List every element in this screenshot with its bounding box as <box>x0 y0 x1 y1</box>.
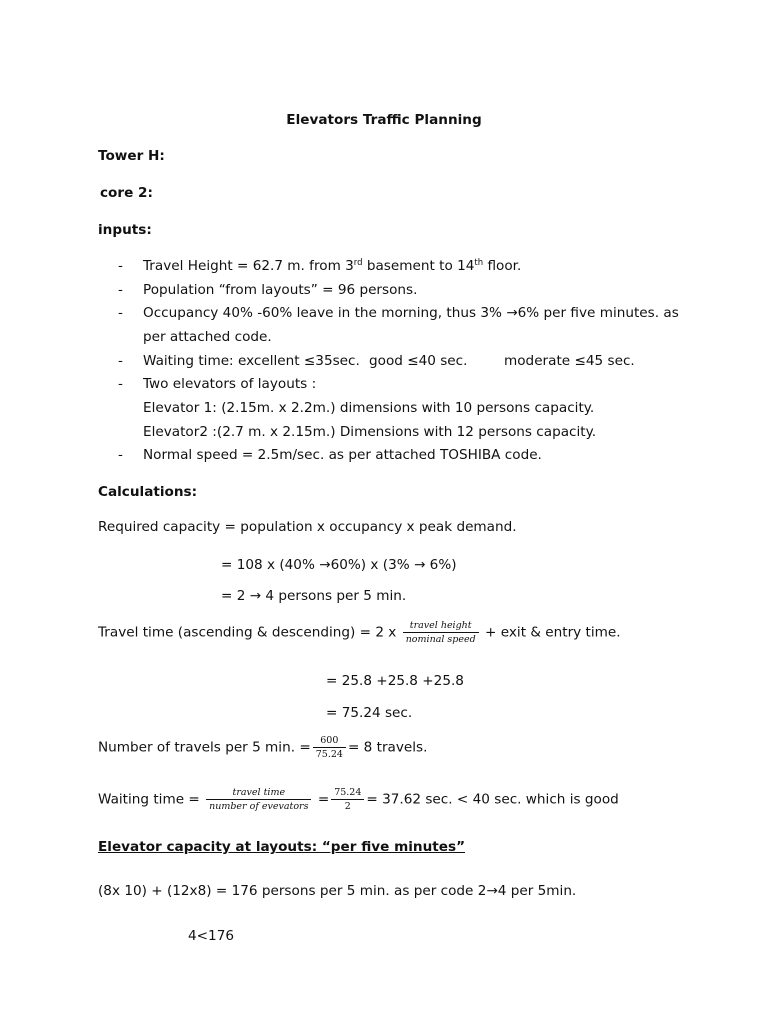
waiting-time-formula: Waiting time = $\frac{\text{travel time}}{\text{number of evevators}}$ = $\frac{75.24}{2}$ = 37.62 sec. < 40 sec. which is good <box>98 787 619 812</box>
bullet-dash: - <box>118 353 123 369</box>
input-elevator-1: Elevator 1: (2.15m. x 2.2m.) dimensions with 10 persons capacity. <box>143 400 595 416</box>
bullet-dash: - <box>118 258 123 274</box>
core-label: core 2: <box>100 185 153 201</box>
bullet-dash: - <box>118 376 123 392</box>
input-waiting-good: good ≤40 sec. <box>369 353 468 369</box>
travel-time-step-2: = 75.24 sec. <box>326 705 413 721</box>
input-speed: Normal speed = 2.5m/sec. as per attached TOSHIBA code. <box>143 447 542 463</box>
required-capacity-formula: Required capacity = population x occupancy x peak demand. <box>98 519 517 535</box>
capacity-comparison: 4<176 <box>188 928 234 944</box>
travel-time-fraction: $\frac{\text{travel height}}{\text{nominal speed}}$ <box>403 620 479 645</box>
required-capacity-step-2: = 2 → 4 persons per 5 min. <box>221 588 407 604</box>
required-capacity-step-1: = 108 x (40% →60%) x (3% → 6%) <box>221 557 457 573</box>
input-travel-height: Travel Height = 62.7 m. from 3rd basement to 14th floor. <box>143 258 522 274</box>
tower-label: Tower H: <box>98 148 165 164</box>
travel-time-formula: Travel time (ascending & descending) = 2 x $\frac{\text{travel height}}{\text{nominal speed}}$ + exit & entry time. <box>98 620 621 645</box>
input-elevator-2: Elevator2 :(2.7 m. x 2.15m.) Dimensions with 12 persons capacity. <box>143 424 597 440</box>
waiting-value-fraction: $\frac{75.24}{2}$ <box>331 787 364 812</box>
inputs-heading: inputs: <box>98 222 152 238</box>
input-waiting-excellent: Waiting time: excellent ≤35sec. <box>143 353 360 369</box>
page-title: Elevators Traffic Planning <box>286 112 482 128</box>
bullet-dash: - <box>118 447 123 463</box>
input-two-elevators: Two elevators of layouts : <box>143 376 317 392</box>
capacity-formula: (8x 10) + (12x8) = 176 persons per 5 min. as per code 2→4 per 5min. <box>98 883 577 899</box>
bullet-dash: - <box>118 305 123 321</box>
input-occupancy-cont: per attached code. <box>143 329 272 345</box>
number-of-travels: Number of travels per 5 min. = $\frac{600}{75.24}$ = 8 travels. <box>98 735 428 760</box>
input-waiting-moderate: moderate ≤45 sec. <box>504 353 635 369</box>
waiting-time-fraction: $\frac{\text{travel time}}{\text{number of evevators}}$ <box>206 787 311 812</box>
input-occupancy: Occupancy 40% -60% leave in the morning, thus 3% →6% per five minutes. as <box>143 305 679 321</box>
travel-time-step-1: = 25.8 +25.8 +25.8 <box>326 673 464 689</box>
input-population: Population “from layouts” = 96 persons. <box>143 282 418 298</box>
capacity-heading: Elevator capacity at layouts: “per five minutes” <box>98 839 466 855</box>
calculations-heading: Calculations: <box>98 484 198 500</box>
travels-fraction: $\frac{600}{75.24}$ <box>313 735 346 760</box>
bullet-dash: - <box>118 282 123 298</box>
